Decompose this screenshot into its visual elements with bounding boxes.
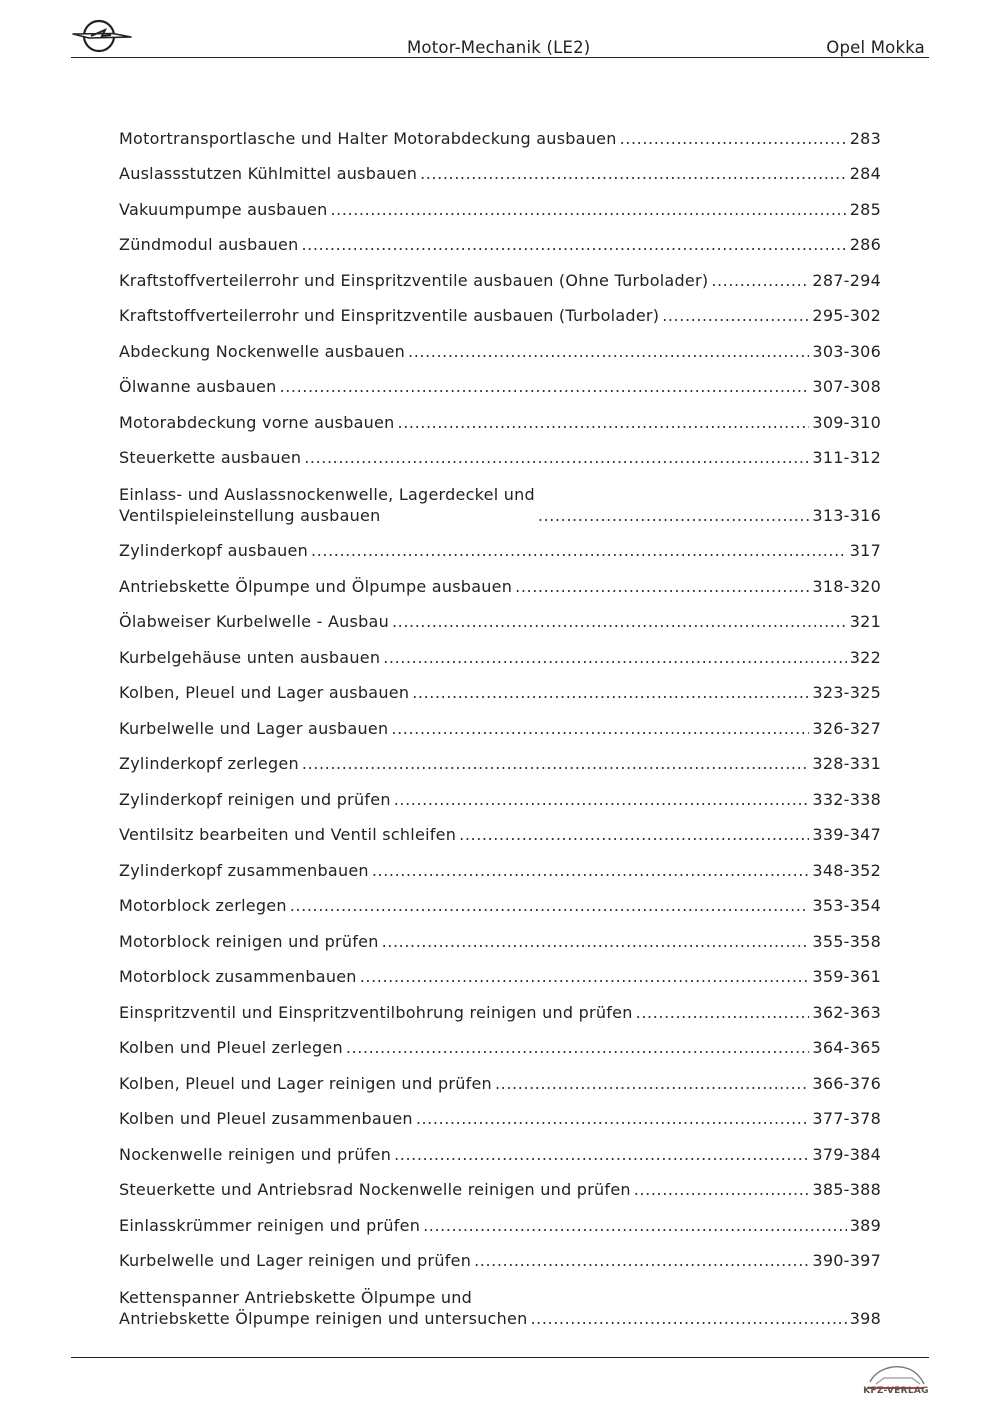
toc-entry-title-line: Motorabdeckung vorne ausbauen bbox=[119, 412, 395, 432]
toc-page-number: 332-338 bbox=[812, 789, 881, 809]
toc-entry bbox=[119, 526, 881, 562]
toc-entry-title-line: Zylinderkopf zerlegen bbox=[119, 754, 299, 773]
toc-entry-title-line: Einlasskrümmer reinigen und prüfen bbox=[119, 1215, 421, 1235]
toc-entry-title-line: Steuerkette und Antriebsrad Nockenwelle reinigen und prüfen bbox=[119, 1180, 631, 1199]
toc-entry-title bbox=[119, 1108, 413, 1129]
toc-entry bbox=[119, 987, 881, 1023]
toc-entry bbox=[119, 397, 881, 433]
toc-entry bbox=[119, 1165, 881, 1201]
toc-page-number: 359-361 bbox=[812, 967, 881, 986]
toc-page-number: 284 bbox=[849, 164, 881, 183]
toc-entry-title bbox=[119, 1287, 527, 1329]
toc-entry bbox=[119, 1023, 881, 1059]
toc-entry bbox=[119, 1129, 881, 1165]
toc-entry bbox=[119, 1094, 881, 1130]
toc-entry-title bbox=[119, 447, 301, 468]
toc-page-number: 379-384 bbox=[812, 1144, 881, 1164]
toc-entry-title bbox=[119, 1144, 391, 1165]
toc-page-number: 385-388 bbox=[812, 1180, 881, 1199]
dot-leader bbox=[408, 341, 809, 362]
toc-page-number: 313-316 bbox=[812, 505, 881, 525]
toc-entry bbox=[119, 597, 881, 633]
dot-leader bbox=[398, 412, 810, 433]
table-of-contents bbox=[119, 113, 881, 1329]
dot-leader bbox=[620, 128, 847, 149]
toc-page-number: 323-325 bbox=[812, 683, 881, 702]
toc-entry-title bbox=[119, 540, 308, 561]
dot-leader bbox=[330, 199, 846, 220]
toc-entry-title-line: Kolben, Pleuel und Lager reinigen und prüfen bbox=[119, 1073, 492, 1093]
dot-leader bbox=[495, 1073, 809, 1094]
toc-entry-title-line: Ölabweiser Kurbelwelle - Ausbau bbox=[119, 612, 389, 631]
car-model-label: Opel Mokka bbox=[826, 38, 925, 57]
toc-page-number: 311-312 bbox=[812, 448, 881, 467]
toc-entry-title-line: Vakuumpumpe ausbauen bbox=[119, 199, 328, 219]
toc-entry-title-line: Motorblock reinigen und prüfen bbox=[119, 931, 379, 951]
toc-entry bbox=[119, 668, 881, 704]
toc-entry bbox=[119, 113, 881, 149]
dot-leader bbox=[290, 895, 810, 916]
toc-page-number: 348-352 bbox=[812, 860, 881, 880]
toc-entry bbox=[119, 881, 881, 917]
toc-entry-title bbox=[119, 824, 456, 845]
toc-entry bbox=[119, 468, 881, 526]
toc-entry-title-line: Auslassstutzen Kühlmittel ausbauen bbox=[119, 164, 418, 183]
toc-entry-title-line: Motortransportlasche und Halter Motorabdeckung ausbauen bbox=[119, 128, 617, 148]
toc-entry-title-line: Kraftstoffverteilerrohr und Einspritzventile ausbauen (Turbolader) bbox=[119, 306, 660, 325]
toc-entry-title-line: Kolben, Pleuel und Lager ausbauen bbox=[119, 683, 410, 702]
toc-entry bbox=[119, 739, 881, 775]
dot-leader bbox=[372, 860, 810, 881]
toc-entry-title bbox=[119, 753, 299, 774]
toc-entry-title-line: Kurbelgehäuse unten ausbauen bbox=[119, 647, 381, 667]
toc-entry-title-line: Steuerkette ausbauen bbox=[119, 448, 302, 467]
page-header bbox=[71, 14, 929, 58]
dot-leader bbox=[360, 966, 810, 987]
toc-entry-title bbox=[119, 128, 617, 149]
toc-entry-title bbox=[119, 647, 380, 668]
toc-entry-title bbox=[119, 1179, 631, 1200]
dot-leader bbox=[304, 447, 809, 468]
dot-leader bbox=[311, 540, 847, 561]
toc-page-number: 339-347 bbox=[812, 825, 881, 844]
toc-entry-title-line: Einlass- und Auslassnockenwelle, Lagerdeckel und bbox=[119, 484, 535, 504]
toc-entry bbox=[119, 1058, 881, 1094]
toc-entry bbox=[119, 433, 881, 469]
toc-page-number: 285 bbox=[849, 199, 881, 219]
toc-page-number: 303-306 bbox=[812, 341, 881, 361]
toc-entry-title-line: Ventilspieleinstellung ausbauen bbox=[119, 505, 381, 525]
toc-page-number: 355-358 bbox=[812, 931, 881, 951]
toc-entry-title-line: Abdeckung Nockenwelle ausbauen bbox=[119, 341, 406, 361]
toc-entry bbox=[119, 326, 881, 362]
toc-entry-title bbox=[119, 718, 388, 739]
toc-entry-title bbox=[119, 1073, 492, 1094]
toc-entry bbox=[119, 916, 881, 952]
toc-page-number: 398 bbox=[849, 1308, 881, 1328]
car-wrench-icon bbox=[862, 1360, 930, 1410]
toc-entry-title bbox=[119, 305, 659, 326]
toc-entry-title bbox=[119, 1215, 420, 1236]
toc-entry-title bbox=[119, 412, 395, 433]
toc-entry bbox=[119, 362, 881, 398]
toc-page-number: 317 bbox=[849, 541, 881, 560]
toc-entry-title-line: Kolben und Pleuel zusammenbauen bbox=[119, 1109, 413, 1128]
toc-entry-title bbox=[119, 341, 405, 362]
dot-leader bbox=[301, 234, 846, 255]
toc-entry bbox=[119, 220, 881, 256]
dot-leader bbox=[636, 1002, 810, 1023]
toc-page-number: 353-354 bbox=[812, 896, 881, 915]
dot-leader bbox=[280, 376, 810, 397]
dot-leader bbox=[412, 682, 809, 703]
toc-entry bbox=[119, 632, 881, 668]
toc-page-number: 321 bbox=[849, 612, 881, 631]
toc-entry-title bbox=[119, 1037, 343, 1058]
toc-entry-title bbox=[119, 376, 277, 397]
dot-leader bbox=[394, 1144, 809, 1165]
toc-entry bbox=[119, 774, 881, 810]
toc-entry bbox=[119, 703, 881, 739]
toc-entry-title-line: Motorblock zerlegen bbox=[119, 896, 287, 915]
dot-leader bbox=[420, 163, 847, 184]
toc-entry-title-line: Zylinderkopf reinigen und prüfen bbox=[119, 789, 391, 809]
toc-page-number: 322 bbox=[849, 647, 881, 667]
toc-entry-title-line: Motorblock zusammenbauen bbox=[119, 967, 357, 986]
dot-leader bbox=[346, 1037, 810, 1058]
dot-leader bbox=[515, 576, 809, 597]
toc-entry-title bbox=[119, 611, 389, 632]
toc-page-number: 309-310 bbox=[812, 412, 881, 432]
toc-entry-title bbox=[119, 1250, 471, 1271]
toc-entry-title bbox=[119, 199, 327, 220]
publisher-logo-text: KFZ-VERLAG bbox=[863, 1386, 929, 1396]
toc-entry-title bbox=[119, 895, 287, 916]
toc-page-number: 318-320 bbox=[812, 576, 881, 596]
toc-entry-title-line: Nockenwelle reinigen und prüfen bbox=[119, 1144, 392, 1164]
toc-entry-title-line: Antriebskette Ölpumpe reinigen und untersuchen bbox=[119, 1308, 528, 1328]
toc-entry bbox=[119, 845, 881, 881]
toc-page-number: 389 bbox=[849, 1215, 881, 1235]
dot-leader bbox=[530, 1308, 846, 1329]
toc-entry bbox=[119, 184, 881, 220]
toc-entry-title-line: Zylinderkopf ausbauen bbox=[119, 541, 309, 560]
toc-page-number: 364-365 bbox=[812, 1038, 881, 1057]
toc-entry bbox=[119, 561, 881, 597]
toc-entry-title-line: Kraftstoffverteilerrohr und Einspritzventile ausbauen (Ohne Turbolader) bbox=[119, 270, 709, 290]
dot-leader bbox=[416, 1108, 810, 1129]
toc-entry-title bbox=[119, 163, 417, 184]
toc-entry-title bbox=[119, 931, 379, 952]
toc-page-number: 362-363 bbox=[812, 1002, 881, 1022]
toc-entry-title bbox=[119, 682, 409, 703]
toc-entry bbox=[119, 810, 881, 846]
toc-entry-title-line: Zündmodul ausbauen bbox=[119, 235, 299, 254]
toc-page-number: 328-331 bbox=[812, 754, 881, 773]
header-divider bbox=[71, 57, 929, 58]
toc-entry-title-line: Einspritzventil und Einspritzventilbohrung reinigen und prüfen bbox=[119, 1002, 633, 1022]
toc-entry-title bbox=[119, 789, 391, 810]
toc-entry-title bbox=[119, 576, 512, 597]
toc-entry-title-line: Kurbelwelle und Lager reinigen und prüfen bbox=[119, 1251, 472, 1270]
toc-entry-title-line: Ölwanne ausbauen bbox=[119, 377, 277, 396]
dot-leader bbox=[302, 753, 809, 774]
toc-entry bbox=[119, 1271, 881, 1329]
toc-entry-title-line: Kurbelwelle und Lager ausbauen bbox=[119, 718, 389, 738]
opel-blitz-icon bbox=[71, 16, 133, 56]
toc-page-number: 287-294 bbox=[812, 270, 881, 290]
toc-page-number: 326-327 bbox=[812, 718, 881, 738]
toc-page-number: 390-397 bbox=[812, 1251, 881, 1270]
toc-page-number: 366-376 bbox=[812, 1073, 881, 1093]
toc-page-number: 286 bbox=[849, 235, 881, 254]
dot-leader bbox=[474, 1250, 809, 1271]
toc-entry-title bbox=[119, 484, 535, 526]
dot-leader bbox=[392, 611, 847, 632]
toc-page-number: 377-378 bbox=[812, 1109, 881, 1128]
toc-entry bbox=[119, 149, 881, 185]
dot-leader bbox=[634, 1179, 810, 1200]
dot-leader bbox=[382, 931, 810, 952]
toc-entry bbox=[119, 1236, 881, 1272]
toc-entry-title-line: Zylinderkopf zusammenbauen bbox=[119, 860, 369, 880]
document-title: Motor-Mechanik (LE2) bbox=[407, 38, 591, 57]
toc-entry-title bbox=[119, 234, 298, 255]
toc-page-number: 307-308 bbox=[812, 377, 881, 396]
toc-entry bbox=[119, 952, 881, 988]
toc-entry-title-line: Kettenspanner Antriebskette Ölpumpe und bbox=[119, 1287, 473, 1307]
dot-leader bbox=[394, 789, 810, 810]
dot-leader bbox=[383, 647, 847, 668]
toc-entry-title-line: Antriebskette Ölpumpe und Ölpumpe ausbauen bbox=[119, 576, 513, 596]
toc-entry bbox=[119, 291, 881, 327]
toc-entry-title bbox=[119, 1002, 633, 1023]
toc-entry bbox=[119, 1200, 881, 1236]
dot-leader bbox=[711, 270, 809, 291]
toc-page-number: 295-302 bbox=[812, 306, 881, 325]
dot-leader bbox=[662, 305, 809, 326]
dot-leader bbox=[423, 1215, 847, 1236]
dot-leader bbox=[459, 824, 809, 845]
dot-leader bbox=[391, 718, 809, 739]
toc-entry-title bbox=[119, 860, 369, 881]
toc-entry-title bbox=[119, 270, 708, 291]
toc-entry-title bbox=[119, 966, 357, 987]
toc-page-number: 283 bbox=[849, 128, 881, 148]
footer-divider bbox=[71, 1357, 929, 1358]
toc-entry bbox=[119, 255, 881, 291]
dot-leader bbox=[538, 505, 809, 526]
toc-entry-title-line: Kolben und Pleuel zerlegen bbox=[119, 1038, 343, 1057]
toc-entry-title-line: Ventilsitz bearbeiten und Ventil schleifen bbox=[119, 825, 457, 844]
